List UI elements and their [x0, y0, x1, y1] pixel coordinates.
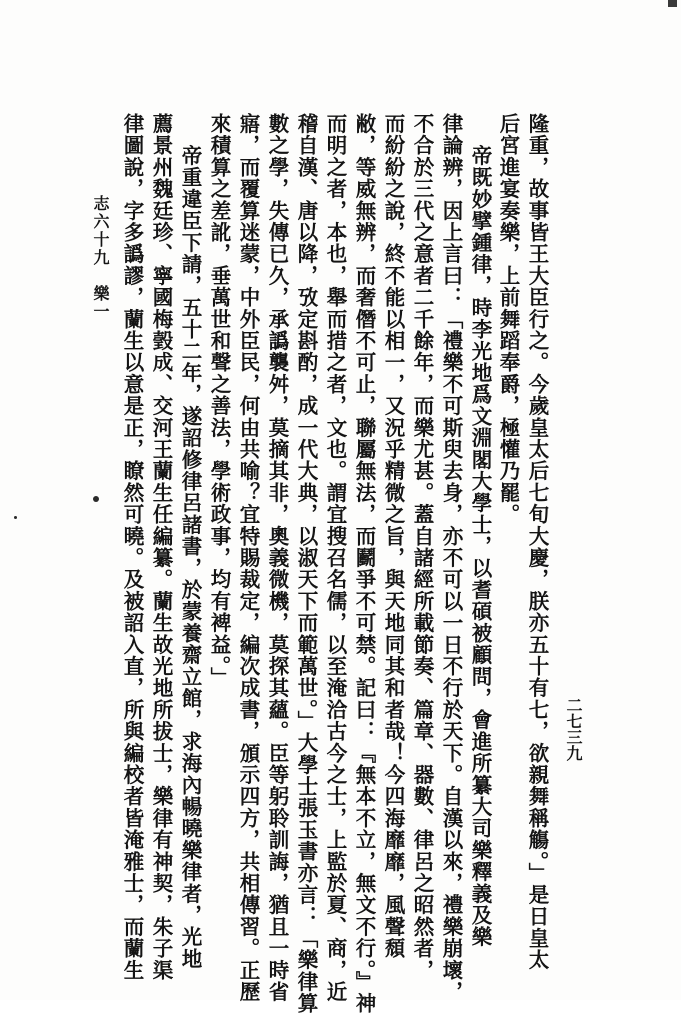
text-column-1: 隆重，故事皆王大臣行之。今歲皇太后七旬大慶，朕亦五十有七，欲親舞稱觴。」是日皇太: [525, 113, 549, 971]
text-column-4: 律論辨，因上言曰：「禮樂不可斯臾去身，亦不可以一日不行於天下。自漢以來，禮樂崩壞，: [439, 113, 463, 1003]
text-column-5: 不合於三代之意者二千餘年，而樂尤甚。蓋自諸經所載節奏、篇章、器數、律呂之昭然者，: [410, 113, 434, 981]
scan-edge-mark: [668, 0, 677, 7]
text-column-9: 稽自漢、唐以降，攷定斟酌，成一代大典，以淑天下而範萬世。」大學士張玉書亦言：「樂律算: [294, 113, 318, 1014]
scan-speck: [93, 496, 99, 502]
text-column-15: 律圖說，字多譌謬，蘭生以意是正，瞭然可曉。及被詔入直，所與編校者皆淹雅士，而蘭生: [120, 113, 144, 981]
text-column-11: 寤，而覆算迷蒙，中外臣民，何由共喻？宜特賜裁定，編次成書，頒示四方，共相傳習。正歷: [236, 113, 260, 1003]
running-title: 志六十九 樂一: [91, 195, 110, 321]
text-column-13: 帝重違臣下請，五十二年，遂詔修律呂諸書，於蒙養齋立館，求海內暢曉樂律者，光地: [178, 145, 202, 970]
text-column-14: 薦景州魏廷珍、寧國梅瑴成、交河王蘭生任編纂。蘭生故光地所拔士，樂律有神契，朱子渠: [149, 113, 173, 981]
scan-speck: [14, 516, 17, 519]
text-column-8: 而明之者，本也，舉而措之者，文也。謂宜搜召名儒，以至淹洽古今之士，上監於夏、商，近: [323, 113, 347, 1003]
text-column-12: 來積算之差訛，垂萬世和聲之善法，學術政事，均有裨益。」: [207, 113, 231, 689]
text-column-2: 后宮進宴奏樂，上前舞蹈奉爵，極懽乃罷。: [496, 113, 520, 526]
text-column-6: 而紛紛之說，終不能以相一，又況乎精微之旨，與天地同其和者哉！今四海靡靡，風聲頹: [381, 113, 405, 960]
text-column-3: 帝既妙擘鍾律，時李光地爲文淵閣大學士，以耆碩被顧問，會進所纂大司樂釋義及樂: [468, 145, 492, 948]
text-column-7: 敝，等威無辨，而奢僭不可止，聯屬無法，而鬬爭不可禁。記曰：『無本不立，無文不行。』神: [352, 113, 376, 1014]
page-number: 二七三九: [564, 697, 583, 761]
text-column-10: 數之學，失傳已久，承譌襲舛，莫摘其非，奧義微機，莫探其蘊。臣等躬聆訓誨，猶且一時省: [265, 113, 289, 1003]
